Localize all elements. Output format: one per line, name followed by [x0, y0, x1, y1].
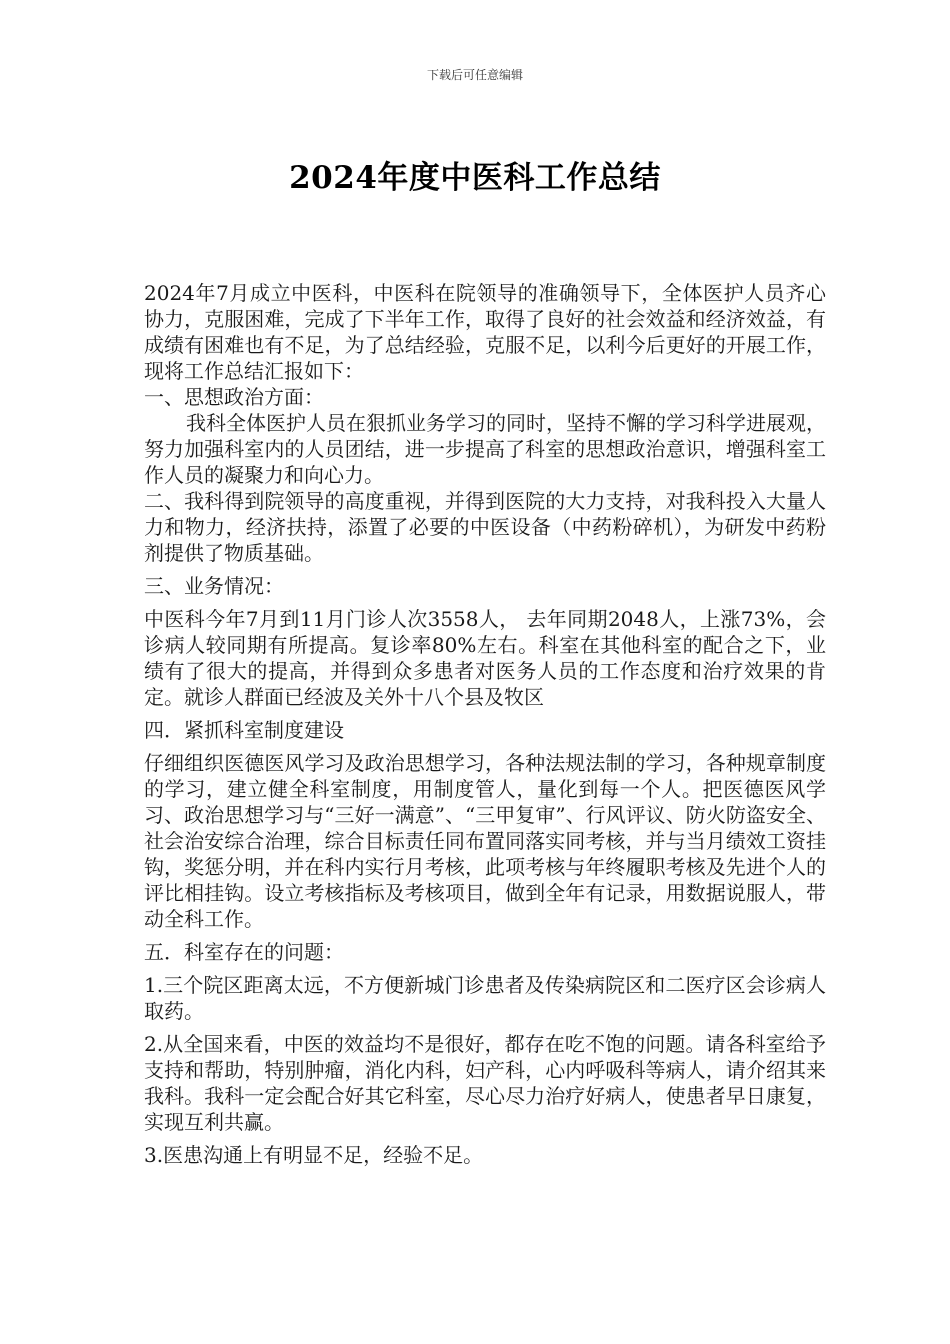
business-paragraph: 中医科今年7月到11月门诊人次3558人， 去年同期2048人，上涨73%，会诊病人较同期有所提高。复诊率80%左右。科室在其他科室的配合之下，业绩有了很大的提高，并得到众多患者对医务人员的工作态度和治疗效果的肯定。就诊人群面已经波及关外十八个县及牧区	[144, 607, 826, 709]
ideology-paragraph: 我科全体医护人员在狠抓业务学习的同时，坚持不懈的学习科学进展观，努力加强科室内的人员团结，进一步提高了科室的思想政治意识，增强科室工作人员的凝聚力和向心力。	[144, 411, 826, 487]
document-body	[144, 280, 826, 1168]
document-title: 2024年度中医科工作总结	[289, 160, 661, 196]
intro-paragraph: 2024年7月成立中医科，中医科在院领导的准确领导下，全体医护人员齐心协力，克服困难，完成了下半年工作，取得了良好的社会效益和经济效益，有成绩有困难也有不足，为了总结经验，克服不足，以利今后更好的开展工作，现将工作总结汇报如下：	[144, 281, 826, 383]
support-paragraph: 二、我科得到院领导的高度重视，并得到医院的大力支持，对我科投入大量人力和物力，经济扶持，添置了必要的中医设备（中药粉碎机），为研发中药粉剂提供了物质基础。	[144, 489, 826, 565]
section-heading-business: 三、业务情况：	[144, 574, 284, 598]
section-heading-problems: 五．科室存在的问题：	[144, 940, 344, 964]
problem-item-1: 1.三个院区距离太远，不方便新城门诊患者及传染病院区和二医疗区会诊病人取药。	[144, 973, 826, 1023]
section-heading-ideology: 一、思想政治方面：	[144, 385, 324, 409]
problem-item-3: 3.医患沟通上有明显不足，经验不足。	[144, 1143, 484, 1167]
system-paragraph: 仔细组织医德医风学习及政治思想学习，各种法规法制的学习，各种规章制度的学习，建立健全科室制度，用制度管人，量化到每一个人。把医德医风学习、政治思想学习与“三好一满意”、“三甲复审”、行风评议、防火防盗安全、社会治安综合治理，综合目标责任同布置同落实同考核，并与当月绩效工资挂钩，奖惩分明，并在科内实行月考核，此项考核与年终履职考核及先进个人的评比相挂钩。设立考核指标及考核项目，做到全年有记录，用数据说服人，带动全科工作。	[144, 751, 826, 931]
problem-item-2: 2.从全国来看，中医的效益均不是很好，都存在吃不饱的问题。请各科室给予支持和帮助，特别肿瘤，消化内科，妇产科，心内呼吸科等病人，请介绍其来我科。我科一定会配合好其它科室，尽心尽力治疗好病人，使患者早日康复，实现互利共赢。	[144, 1032, 826, 1134]
header-note: 下载后可任意编辑	[426, 68, 523, 82]
section-heading-system: 四．紧抓科室制度建设	[144, 718, 344, 742]
